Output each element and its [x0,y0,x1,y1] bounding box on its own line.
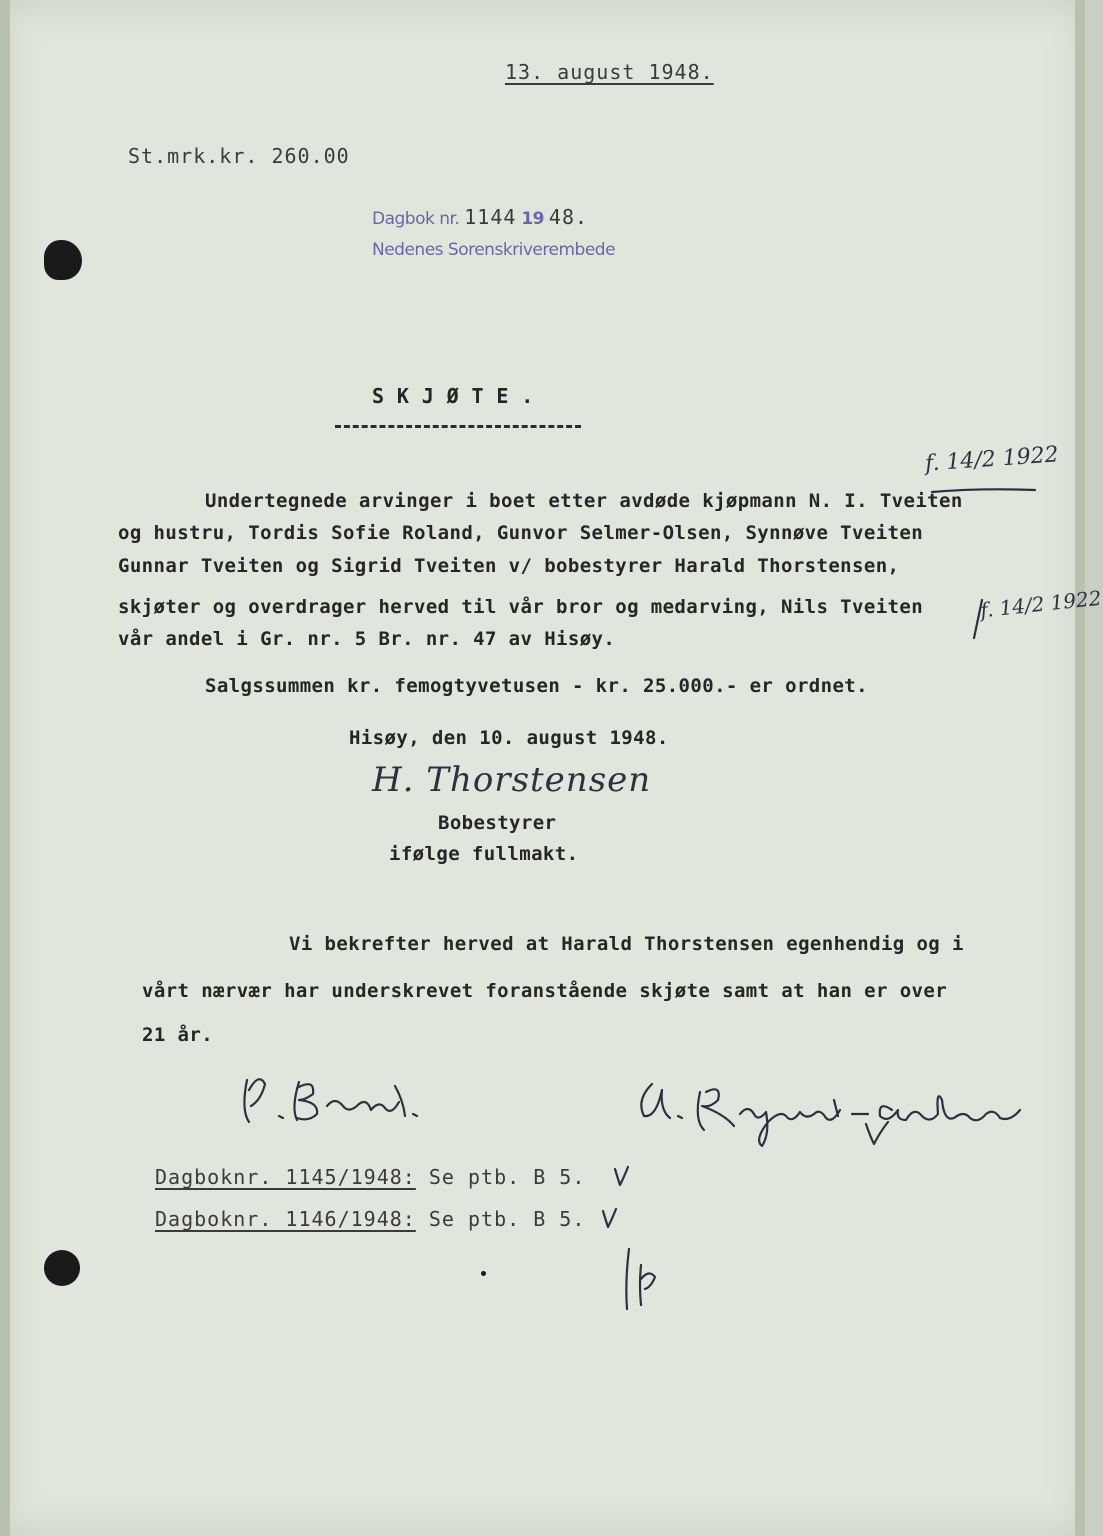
birth-note-2: f. 14/2 1922 [979,585,1103,623]
reference-2-label: Dagboknr. 1146/1948: [155,1207,416,1231]
page-edge-left [0,0,10,1536]
signature-thorstensen: H. Thorstensen [372,760,652,800]
ink-blot [44,240,82,280]
reference-1-label: Dagboknr. 1145/1948: [155,1165,416,1189]
document-title: S K J Ø T E . [372,384,534,408]
stamp-fee: St.mrk.kr. 260.00 [128,144,350,168]
registry-stamp-year: 48. [548,205,589,229]
reference-1 [155,1165,585,1189]
witness-signature-left [235,1060,445,1130]
birth-note-1-stroke [930,480,1040,500]
check-mark-3 [600,1207,620,1231]
witness-signature-right [630,1070,1050,1150]
registry-stamp-office: Nedenes Sorenskriverembede [372,240,616,260]
small-ink-dot [481,1271,486,1276]
reference-1-text: Se ptb. B 5. [428,1165,586,1189]
body-line-2: og hustru, Tordis Sofie Roland, Gunvor Selmer-Olsen, Synnøve Tveiten [118,522,924,544]
place-date: Hisøy, den 10. august 1948. [349,727,669,749]
title-underline [335,425,581,428]
birth-note-2-bracket [968,598,988,642]
signatory-role-1: Bobestyrer [438,812,557,834]
registry-stamp-number: 1144 [464,205,517,229]
witness-line-2: vårt nærvær har underskrevet foranstående skjøte samt at han er over [142,980,948,1002]
signatory-role-2: ifølge fullmakt. [389,843,579,865]
reference-2-text: Se ptb. B 5. [428,1207,586,1231]
witness-line-3: 21 år. [142,1024,214,1046]
body-line-1: Undertegnede arvinger i boet etter avdøde kjøpmann N. I. Tveiten [205,490,963,512]
body-line-4: skjøter og overdrager herved til vår bror og medarving, Nils Tveiten [118,596,924,618]
registry-stamp-line1 [372,205,588,229]
document-date: 13. august 1948. [505,60,714,84]
punch-hole [44,1250,80,1286]
registry-stamp-prefix: Dagbok nr. [372,209,460,229]
registry-stamp-century: 19 [521,209,545,229]
witness-line-1: Vi bekrefter herved at Harald Thorstensen egenhendig og i [289,933,964,955]
check-mark-2 [612,1165,632,1189]
initials-mark [615,1245,665,1315]
body-line-6: Salgssummen kr. femogtyvetusen - kr. 25.000.- er ordnet. [205,675,868,697]
body-line-3: Gunnar Tveiten og Sigrid Tveiten v/ bobestyrer Harald Thorstensen, [118,555,900,577]
check-mark-1 [862,1118,892,1148]
reference-2 [155,1207,585,1231]
page-edge-right [1075,0,1085,1536]
body-line-5: vår andel i Gr. nr. 5 Br. nr. 47 av Hisøy. [118,628,616,650]
birth-note-1: f. 14/2 1922 [924,442,1060,477]
